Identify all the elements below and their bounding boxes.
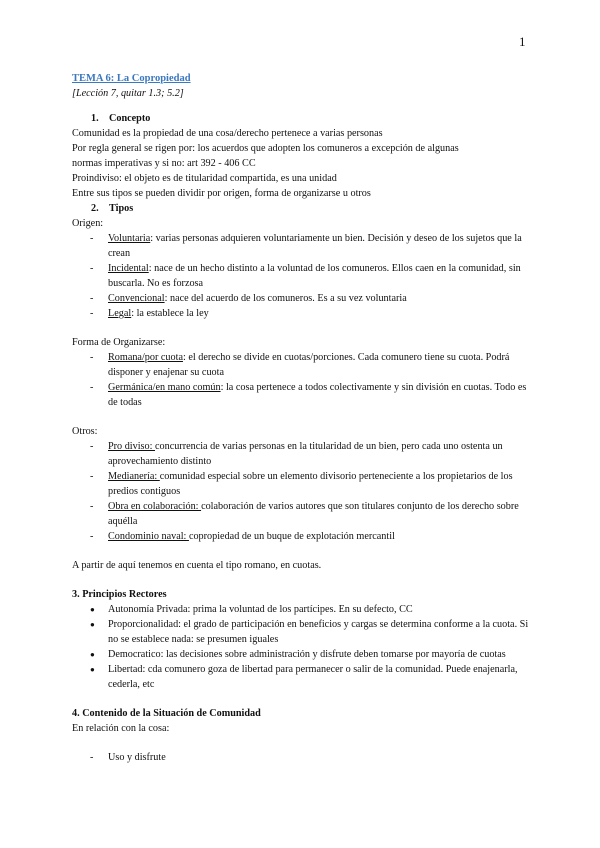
list-item: ● Libertad: cda comunero goza de libertad para permanecer o salir de la comunidad. Puede enajenarla, cederla, etc [90, 664, 518, 690]
section-1-number: 1. [91, 113, 99, 124]
document-body [72, 71, 532, 765]
page-number: 1 [519, 34, 526, 49]
list-term: Legal [108, 308, 132, 319]
section-4-intro: En relación con la cosa: [72, 723, 170, 734]
section-4-heading: 4. Contenido de la Situación de Comunidad [72, 708, 261, 719]
section-2-title: Tipos [109, 203, 134, 214]
forma-list [72, 350, 532, 410]
concept-line: Proindiviso: el objeto es de titularidad compartida, es una unidad [72, 173, 337, 184]
section-2-number: 2. [91, 203, 99, 214]
list-item: - Germánica/en mano común: la cosa pertenece a todos colectivamente y sin división en cuotas. Todo es de todas [90, 382, 527, 408]
list-item: - Incidental: nace de un hecho distinto a la voluntad de los comuneros. Ellos caen en la comunidad, sin buscarla. No es forzosa [90, 263, 521, 289]
concept-line: Por regla general se rigen por: los acuerdos que adopten los comuneros a excepción de algunas [72, 143, 459, 154]
list-term: Condominio naval: [108, 531, 189, 542]
list-item: - Condominio naval: copropiedad de un buque de explotación mercantil [90, 531, 395, 542]
list-item: - Pro diviso: concurrencia de varias personas en la titularidad de un bien, pero cada uno ostenta un aprovechamiento distinto [90, 441, 503, 467]
list-item: - Romana/por cuota: el derecho se divide en cuotas/porciones. Cada comunero tiene su cuota. Podrá disponer y enajenar su cuota [90, 352, 510, 378]
list-term: Germánica/en mano común [108, 382, 221, 393]
list-item: - Obra en colaboración: colaboración de varios autores que son titulares conjunto de los derecho sobre aquélla [90, 501, 519, 527]
list-item: - Convencional: nace del acuerdo de los comuneros. Es a su vez voluntaria [90, 293, 407, 304]
list-item: - Uso y disfrute [90, 752, 166, 763]
list-term: Voluntaria [108, 233, 151, 244]
list-item: - Legal: la establece la ley [90, 308, 209, 319]
section-1-heading [72, 111, 532, 126]
otros-label: Otros: [72, 426, 98, 437]
section-2-heading [72, 201, 532, 216]
otros-list [72, 439, 532, 544]
concept-line: normas imperativas y si no: art 392 - 406 CC [72, 158, 256, 169]
origen-label: Origen: [72, 218, 104, 229]
concept-line: Entre sus tipos se pueden dividir por origen, forma de organizarse u otros [72, 188, 371, 199]
section-3-heading: 3. Principios Rectores [72, 589, 167, 600]
doc-subtitle: [Lección 7, quitar 1.3; 5.2] [72, 88, 184, 99]
origen-list [72, 231, 532, 321]
list-term: Incidental [108, 263, 149, 274]
list-item: ● Autonomía Privada: prima la voluntad de los partícipes. En su defecto, CC [90, 604, 413, 615]
list-item: - Medianería: comunidad especial sobre un elemento divisorio perteneciente a los propietarios de los predios contiguos [90, 471, 513, 497]
list-item: ● Proporcionalidad: el grado de participación en beneficios y cargas se determina conforme a la cuota. Si no se establece nada: se presumen iguales [90, 619, 529, 645]
content-list [72, 750, 532, 765]
forma-label: Forma de Organizarse: [72, 337, 166, 348]
concept-line: Comunidad es la propiedad de una cosa/derecho pertenece a varias personas [72, 128, 383, 139]
list-term: Pro diviso: [108, 441, 155, 452]
list-term: Convencional [108, 293, 165, 304]
section-1-title: Concepto [109, 113, 151, 124]
list-item: - Voluntaria: varias personas adquieren voluntariamente un bien. Decisión y deseo de los sujetos que la crean [90, 233, 522, 259]
list-term: Medianería: [108, 471, 160, 482]
roman-type-note: A partir de aquí tenemos en cuenta el tipo romano, en cuotas. [72, 560, 322, 571]
list-item: ● Democratico: las decisiones sobre administración y disfrute deben tomarse por mayoría de cuotas [90, 649, 506, 660]
list-term: Obra en colaboración: [108, 501, 202, 512]
doc-title: TEMA 6: La Copropiedad [72, 73, 191, 84]
principles-list [72, 602, 532, 692]
list-term: Romana/por cuota [108, 352, 183, 363]
